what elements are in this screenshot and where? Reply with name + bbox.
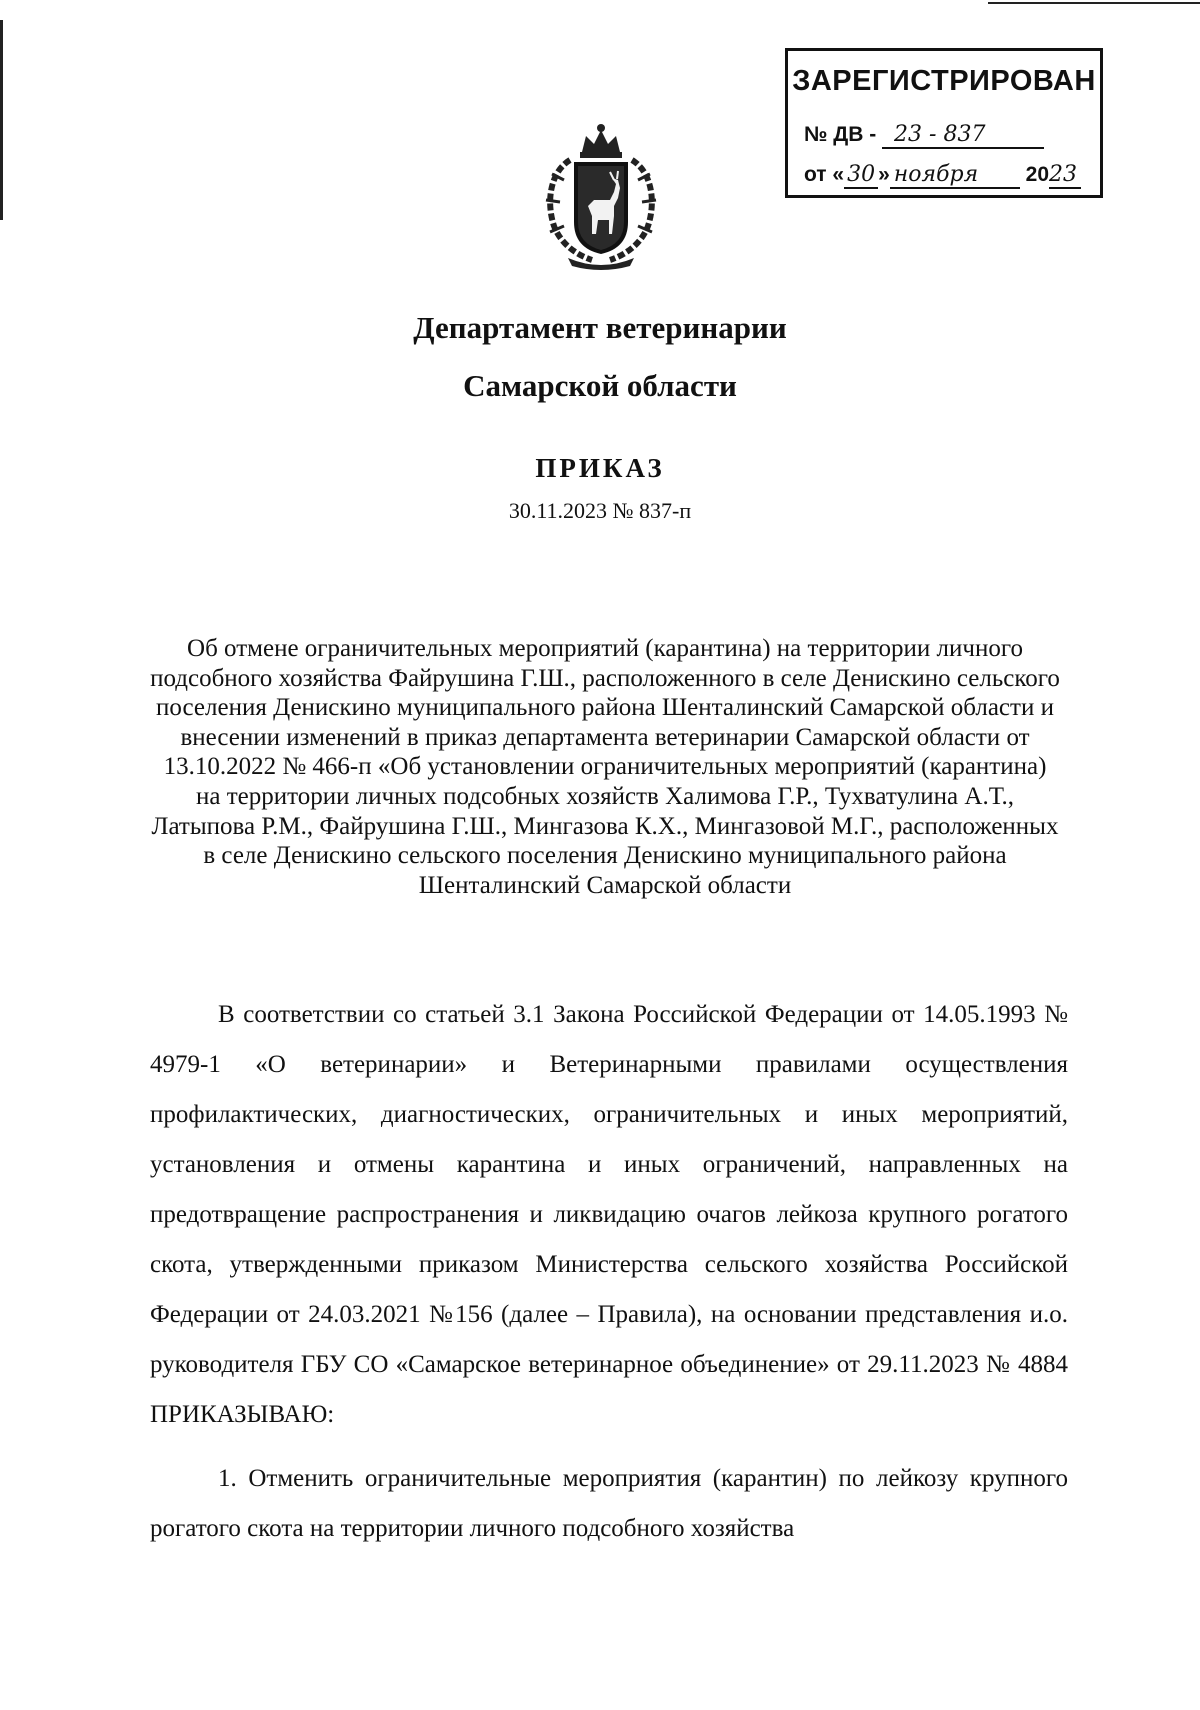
order-date-number: 30.11.2023 № 837-п xyxy=(508,498,692,523)
stamp-title: ЗАРЕГИСТРИРОВАН xyxy=(792,65,1096,97)
department-name-line2: Самарской области xyxy=(463,368,737,403)
stamp-date-prefix: от « xyxy=(804,163,845,186)
stamp-year-prefix: 20 xyxy=(1025,163,1049,186)
registration-stamp xyxy=(785,48,1103,198)
stamp-date-row xyxy=(804,163,1084,189)
stamp-year-suffix: 23 xyxy=(1049,163,1081,189)
order-title: ПРИКАЗ xyxy=(535,453,665,483)
stamp-date-day: 30 xyxy=(844,163,878,189)
scan-edge-left xyxy=(0,20,3,220)
stamp-number-label: № ДВ - xyxy=(804,123,877,146)
stamp-date-month: ноября xyxy=(890,163,1020,189)
stamp-number-value: 23 - 837 xyxy=(882,123,1044,149)
stamp-date-mid: » xyxy=(878,163,890,186)
stamp-number-row xyxy=(804,123,1084,149)
scan-edge-top xyxy=(988,2,1200,4)
department-name-line1: Департамент ветеринарии xyxy=(413,310,787,345)
body-paragraph-1: В соответствии со статьей 3.1 Закона Российской Федерации от 14.05.1993 № 4979-1 «О ветеринарии» и Ветеринарными правилами осуществления профилактических, диагностических, ограничительных и иных мероприятий, установления и отмены карантина и иных ограничений, направленных на предотвращение распространения и ликвидацию очагов лейкоза крупного рогатого скота, утвержденными приказом Министерства сельского хозяйства Российской Федерации от 24.03.2021 №156 (далее – Правила), на основании представления и.о. руководителя ГБУ СО «Самарское ветеринарное объединение» от 29.11.2023 № 4884 ПРИКАЗЫВАЮ: xyxy=(150,1001,1068,1428)
body-paragraph-2: 1. Отменить ограничительные мероприятия (карантин) по лейкозу крупного рогатого скота на территории личного подсобного хозяйства xyxy=(150,1465,1068,1542)
samara-coat-of-arms-icon xyxy=(540,122,662,270)
order-subject: Об отмене ограничительных мероприятий (карантина) на территории личного подсобного хозяйства Файрушина Г.Ш., расположенного в селе Денискино сельского поселения Денискино муниципального района Шенталинский Самарской области и внесении изменений в приказ департамента ветеринарии Самарской области от 13.10.2022 № 466-п «Об установлении ограничительных мероприятий (карантина) на территории личных подсобных хозяйств Халимова Г.Р., Тухватулина А.Т., Латыпова Р.М., Файрушина Г.Ш., Мингазова К.Х., Мингазовой М.Г., расположенных в селе Денискино сельского поселения Денискино муниципального района Шенталинский Самарской области xyxy=(150,635,1060,899)
